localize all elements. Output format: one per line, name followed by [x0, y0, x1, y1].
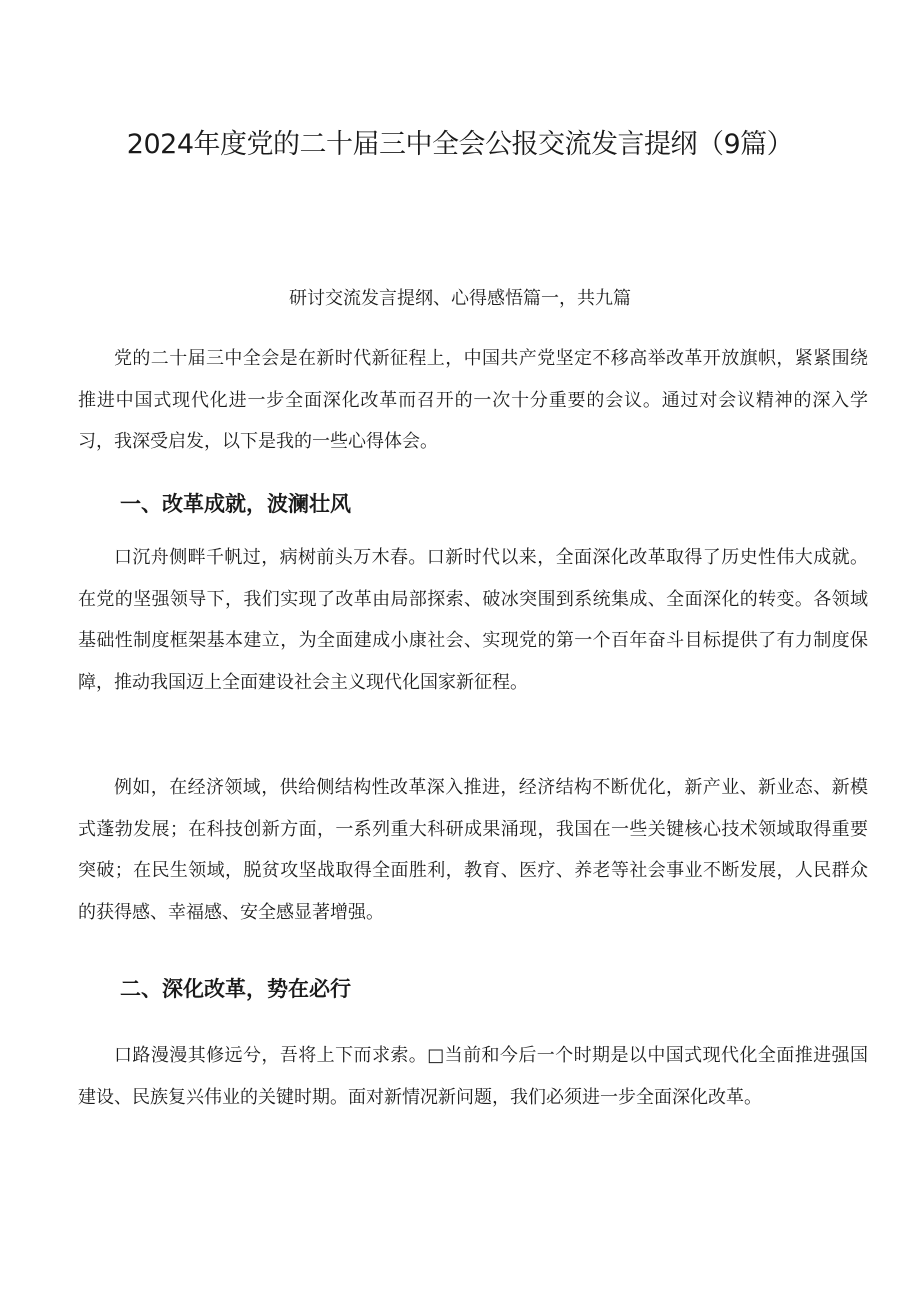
section1-paragraph-1: 口沉舟侧畔千帆过，病树前头万木春。口新时代以来，全面深化改革取得了历史性伟大成就。在党的坚强领导下，我们实现了改革由局部探索、破冰突围到系统集成、全面深化的转变。各领域基础性制度框架基本建立，为全面建成小康社会、实现党的第一个百年奋斗目标提供了有力制度保障，推动我国迈上全面建设社会主义现代化国家新征程。	[78, 547, 868, 693]
document-title: 2024年度党的二十届三中全会公报交流发言提纲（9篇）	[126, 129, 794, 160]
intro-paragraph: 党的二十届三中全会是在新时代新征程上，中国共产党坚定不移高举改革开放旗帜，紧紧围绕推进中国式现代化进一步全面深化改革而召开的一次十分重要的会议。通过对会议精神的深入学习，我深受启发，以下是我的一些心得体会。	[78, 348, 868, 452]
document-subtitle: 研讨交流发言提纲、心得感悟篇一，共九篇	[289, 288, 631, 309]
section2-paragraph-1: 口路漫漫其修远兮，吾将上下而求索。□当前和今后一个时期是以中国式现代化全面推进强国建设、民族复兴伟业的关键时期。面对新情况新问题，我们必须进一步全面深化改革。	[78, 1045, 868, 1108]
section-heading-2: 二、深化改革，势在必行	[120, 977, 351, 1001]
section-heading-1: 一、改革成就，波澜壮风	[120, 492, 351, 516]
section1-paragraph-2: 例如，在经济领域，供给侧结构性改革深入推进，经济结构不断优化，新产业、新业态、新模式蓬勃发展；在科技创新方面，一系列重大科研成果涌现，我国在一些关键核心技术领域取得重要突破；在民生领域，脱贫攻坚战取得全面胜利，教育、医疗、养老等社会事业不断发展，人民群众的获得感、幸福感、安全感显著增强。	[78, 777, 868, 923]
